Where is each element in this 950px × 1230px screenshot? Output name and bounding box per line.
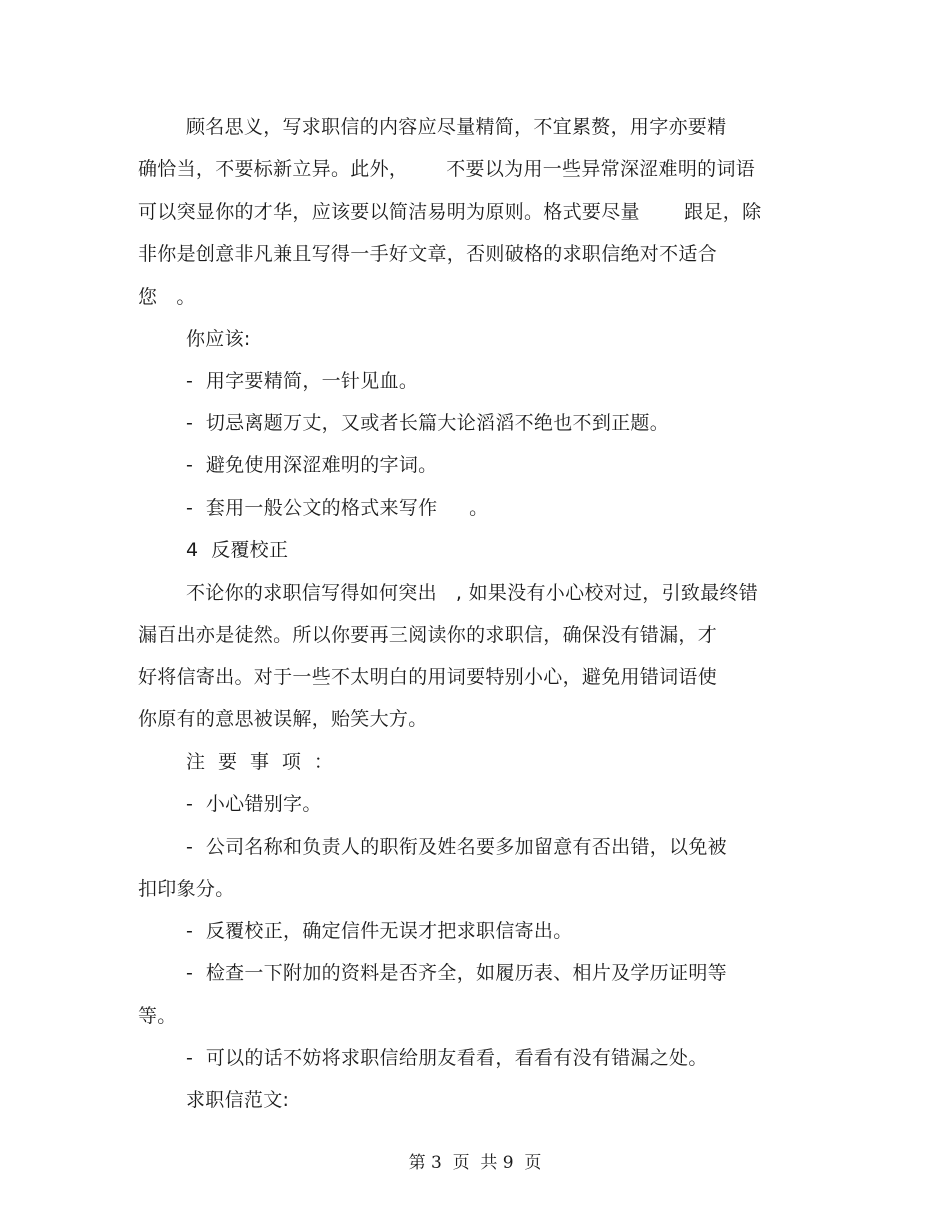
paragraph-line: 不论你的求职信写得如何突出 , 如果没有小心校对过，引致最终错 (186, 582, 759, 604)
list-item: - 切忌离题万丈，又或者长篇大论滔滔不绝也不到正题。 (186, 412, 670, 434)
page-number-footer: 第 3 页 共 9 页 (408, 1153, 542, 1173)
list-item-continuation: 扣印象分。 (138, 878, 235, 900)
list-item: - 小心错别字。 (186, 793, 322, 815)
paragraph-line: 好将信寄出。对于一些不太明白的用词要特别小心，避免用错词语使 (138, 666, 718, 688)
list-item: - 检查一下附加的资料是否齐全，如履历表、相片及学历证明等 (186, 962, 727, 984)
section-heading: 4 反覆校正 (186, 539, 289, 561)
paragraph-line: 漏百出亦是徒然。所以你要再三阅读你的求职信，确保没有错漏，才 (138, 624, 718, 646)
list-item: - 用字要精简，一针见血。 (186, 370, 419, 392)
section-label: 你应该: (186, 328, 251, 350)
list-item: - 公司名称和负责人的职衔及姓名要多加留意有否出错，以免被 (186, 836, 727, 858)
list-item: - 套用一般公文的格式来写作 。 (186, 497, 489, 519)
paragraph-line: 非你是创意非凡兼且写得一手好文章，否则破格的求职信绝对不适合 (138, 243, 718, 265)
section-label: 求职信范文: (186, 1089, 290, 1111)
paragraph-line: 你原有的意思被误解，贻笑大方。 (138, 708, 428, 730)
list-item-continuation: 等。 (138, 1005, 177, 1027)
list-item: - 反覆校正，确定信件无误才把求职信寄出。 (186, 920, 573, 942)
section-label: 注 要 事 项 ： (186, 751, 334, 773)
paragraph-line: 顾名思义，写求职信的内容应尽量精简，不宜累赘，用字亦要精 (186, 116, 727, 138)
list-item: - 避免使用深涩难明的字词。 (186, 454, 438, 476)
paragraph-line: 可以突显你的才华，应该要以简洁易明为原则。格式要尽量 跟足，除 (138, 201, 762, 223)
paragraph-line: 确恰当，不要标新立异。此外， 不要以为用一些异常深涩难明的词语 (138, 158, 756, 180)
list-item: - 可以的话不妨将求职信给朋友看看，看看有没有错漏之处。 (186, 1047, 708, 1069)
paragraph-line: 您 。 (138, 286, 196, 308)
